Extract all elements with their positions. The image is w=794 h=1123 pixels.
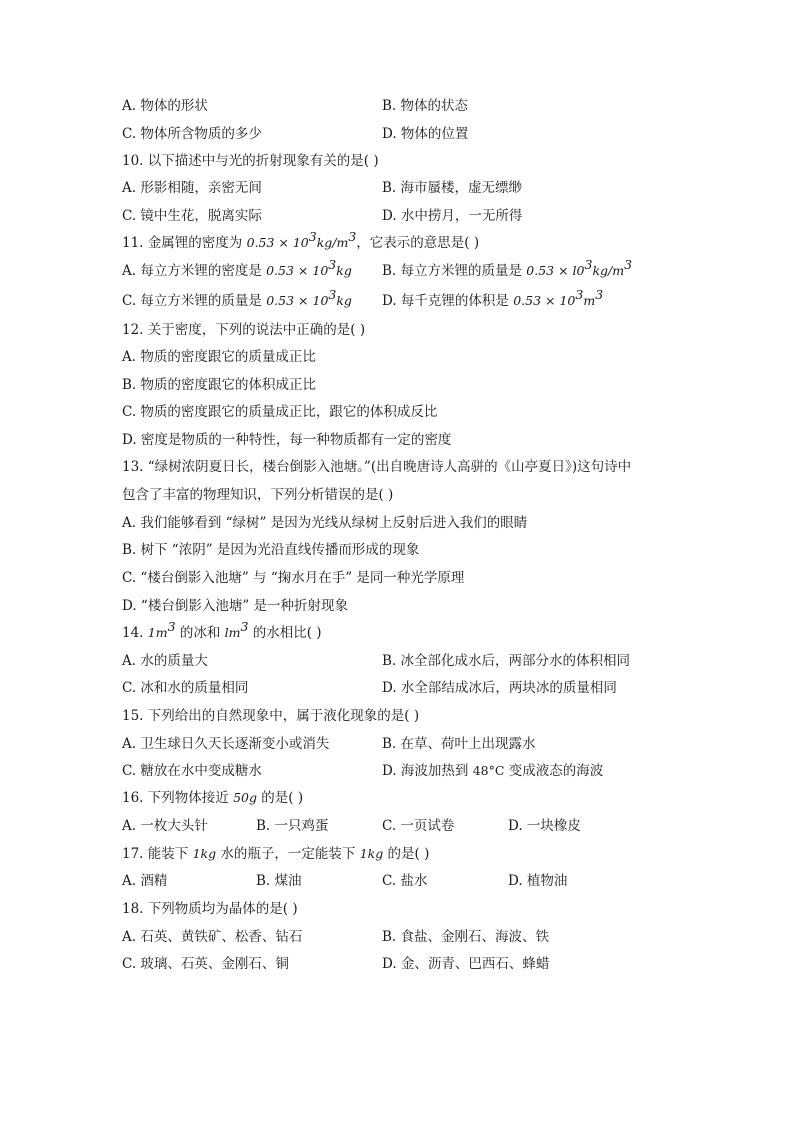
- q11-d-math: 0.53 × 10: [513, 293, 576, 308]
- option-q13-b: B. 树下 “浓阴” 是因为光沿直线传播而形成的现象: [122, 542, 420, 558]
- question-18-stem: 18. 下列物质均为晶体的是( ): [122, 901, 298, 917]
- option-q14-d: D. 水全部结成冰后，两块冰的质量相同: [382, 680, 617, 696]
- q11-d-sup: 3: [575, 286, 584, 302]
- q11-d-unit: m: [583, 293, 596, 308]
- q11-stem-math: 0.53 × 10: [246, 235, 309, 250]
- q11-c-text: C. 每立方米锂的质量是: [122, 293, 267, 309]
- option-q9-a: A. 物体的形状: [122, 98, 208, 114]
- option-q18-d: D. 金、沥青、巴西石、蜂蜡: [382, 956, 550, 972]
- q11-a-unit: kg: [336, 263, 352, 278]
- q16-pre: 16. 下列物体接近: [122, 790, 234, 806]
- option-q11-a: [122, 256, 352, 282]
- q16-math: 50g: [233, 790, 257, 805]
- question-10-stem: 10. 以下描述中与光的折射现象有关的是( ): [122, 153, 379, 169]
- q11-a-math: 0.53 × 10: [266, 263, 329, 278]
- option-q17-c: C. 盐水: [382, 873, 428, 889]
- q14-m2-sup: 3: [240, 618, 249, 634]
- question-17-stem: [122, 843, 429, 865]
- question-11-stem: [122, 228, 480, 254]
- q17-math: 1kg: [192, 846, 217, 861]
- q14-m2: lm: [224, 625, 241, 640]
- option-q14-b: B. 冰全部化成水后，两部分水的体积相同: [382, 653, 631, 669]
- option-q11-d: [382, 286, 604, 312]
- q11-b-math: 0.53 × l0: [526, 263, 585, 278]
- question-16-stem: [122, 787, 303, 809]
- option-q12-a: A. 物质的密度跟它的质量成正比: [122, 349, 316, 365]
- q11-stem-pre: 11. 金属锂的密度为: [122, 235, 247, 251]
- option-q9-d: D. 物体的位置: [382, 126, 469, 142]
- option-q15-a: A. 卫生球日久天长逐渐变小或消失: [122, 736, 330, 752]
- option-q9-b: B. 物体的状态: [382, 98, 469, 114]
- option-q10-c: C. 镜中生花，脱离实际: [122, 208, 262, 224]
- question-13-stem: 13. “绿树浓阴夏日长，楼台倒影入池塘。”(出自晚唐诗人高骈的《山亭夏日》)这句诗中: [122, 459, 632, 475]
- option-q12-c: C. 物质的密度跟它的质量成正比，跟它的体积成反比: [122, 404, 438, 420]
- option-q16-c: C. 一页试卷: [382, 818, 455, 834]
- q17-post: 的是( ): [383, 846, 430, 862]
- q14-mid: 的冰和: [175, 625, 225, 641]
- option-q15-d: [382, 760, 603, 782]
- question-14-stem: [122, 618, 322, 644]
- q15-d-post: 变成液态的海波: [504, 763, 604, 779]
- option-q13-a: A. 我们能够看到 “绿树” 是因为光线从绿树上反射后进入我们的眼睛: [122, 515, 528, 531]
- option-q16-b: B. 一只鸡蛋: [256, 818, 329, 834]
- q11-d-unit-sup: 3: [595, 286, 604, 302]
- q17-math2: 1kg: [359, 846, 384, 861]
- option-q10-b: B. 海市蜃楼，虚无缥缈: [382, 180, 523, 196]
- q11-stem-sup: 3: [308, 228, 317, 244]
- q11-a-sup: 3: [328, 256, 337, 272]
- option-q15-c: C. 糖放在水中变成糖水: [122, 763, 262, 779]
- q11-c-sup: 3: [328, 286, 337, 302]
- q15-d-math: 48°C: [472, 763, 505, 778]
- option-q13-d: D. “楼台倒影入池塘” 是一种折射现象: [122, 598, 349, 614]
- q14-num: 14.: [122, 625, 148, 641]
- q11-d-text: D. 每千克锂的体积是: [382, 293, 514, 309]
- q11-c-math: 0.53 × 10: [266, 293, 329, 308]
- option-q9-c: C. 物体所含物质的多少: [122, 126, 262, 142]
- q17-pre: 17. 能装下: [122, 846, 193, 862]
- q11-b-unit-sup: 3: [624, 256, 633, 272]
- q14-m1: 1m: [147, 625, 168, 640]
- option-q17-a: A. 酒精: [122, 873, 168, 889]
- q15-d-pre: D. 海波加热到: [382, 763, 473, 779]
- q11-b-text: B. 每立方米锂的质量是: [382, 263, 527, 279]
- question-13-stem-cont: 包含了丰富的物理知识，下列分析错误的是( ): [122, 487, 394, 503]
- option-q18-a: A. 石英、黄铁矿、松香、钻石: [122, 929, 303, 945]
- option-q16-d: D. 一块橡皮: [508, 818, 581, 834]
- option-q15-b: B. 在草、荷叶上出现露水: [382, 736, 536, 752]
- option-q12-b: B. 物质的密度跟它的体积成正比: [122, 377, 317, 393]
- q14-m1-sup: 3: [167, 618, 176, 634]
- question-12-stem: 12. 关于密度，下列的说法中正确的是( ): [122, 322, 366, 338]
- option-q16-a: A. 一枚大头针: [122, 818, 208, 834]
- question-15-stem: 15. 下列给出的自然现象中，属于液化现象的是( ): [122, 708, 420, 724]
- q14-post: 的水相比( ): [248, 625, 322, 641]
- q11-a-text: A. 每立方米锂的密度是: [122, 263, 267, 279]
- q11-b-sup: 3: [584, 256, 593, 272]
- option-q12-d: D. 密度是物质的一种特性，每一种物质都有一定的密度: [122, 432, 452, 448]
- option-q14-c: C. 冰和水的质量相同: [122, 680, 249, 696]
- q11-stem-post: ，它表示的意思是( ): [356, 235, 480, 251]
- option-q11-c: [122, 286, 352, 312]
- q11-b-unit: kg/m: [592, 263, 625, 278]
- q17-mid: 水的瓶子，一定能装下: [216, 846, 360, 862]
- option-q17-d: D. 植物油: [508, 873, 568, 889]
- q16-post: 的是( ): [256, 790, 304, 806]
- q11-stem-unit-sup: 3: [348, 228, 357, 244]
- option-q17-b: B. 煤油: [256, 873, 302, 889]
- q11-stem-unit: kg/m: [316, 235, 349, 250]
- option-q13-c: C. “楼台倒影入池塘” 与 “掬水月在手” 是同一种光学原理: [122, 570, 465, 586]
- option-q10-d: D. 水中捞月，一无所得: [382, 208, 523, 224]
- option-q18-b: B. 食盐、金刚石、海波、铁: [382, 929, 550, 945]
- option-q11-b: [382, 256, 633, 282]
- q11-c-unit: kg: [336, 293, 352, 308]
- option-q10-a: A. 形影相随，亲密无间: [122, 180, 262, 196]
- option-q18-c: C. 玻璃、石英、金刚石、铜: [122, 956, 289, 972]
- option-q14-a: A. 水的质量大: [122, 653, 208, 669]
